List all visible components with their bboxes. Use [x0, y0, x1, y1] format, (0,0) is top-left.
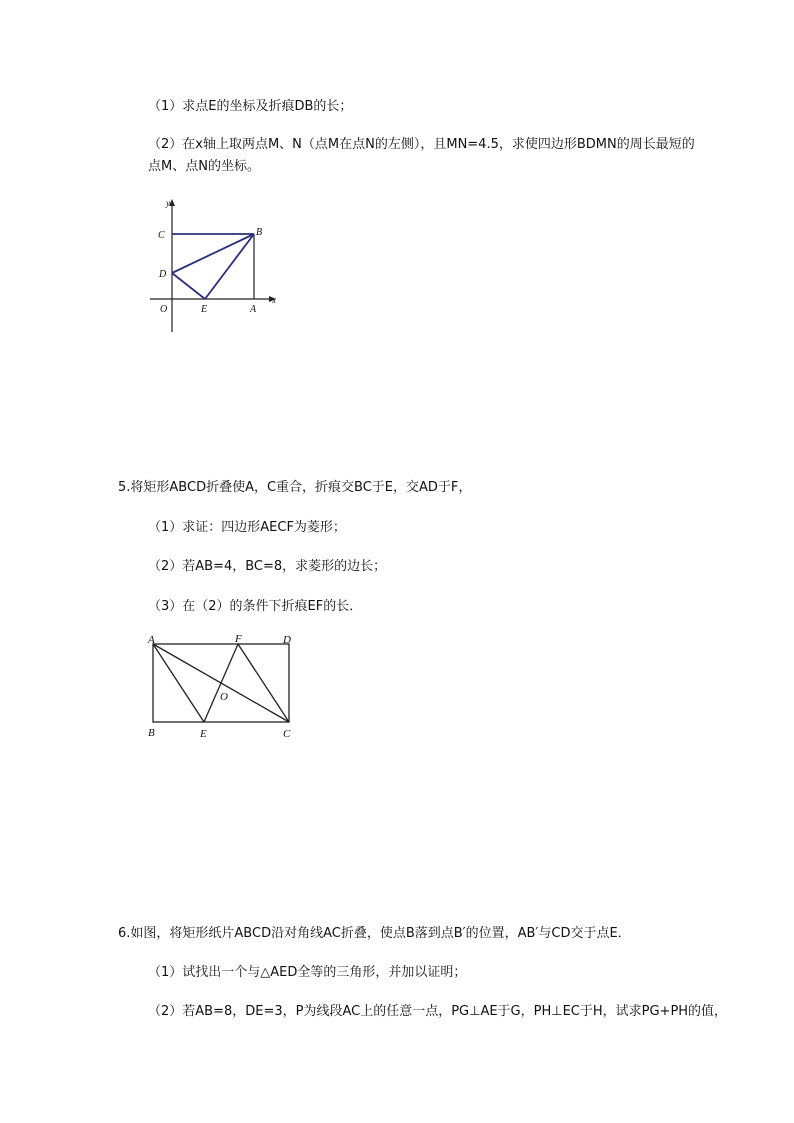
q4-label-y: y — [166, 198, 170, 208]
q4-segment-db — [172, 234, 254, 273]
q4-label-a: A — [250, 304, 257, 315]
q4-segment-de — [172, 273, 205, 299]
q6-title: 6.如图，将矩形纸片ABCD沿对角线AC折叠，使点B落到点B′的位置，AB′与CD交于点E． — [118, 926, 631, 941]
q5-label-f: F — [235, 633, 242, 645]
q6-part2: （2）若AB=8，DE=3，P为线段AC上的任意一点，PG⊥AE于G，PH⊥EC于H，试求PG+PH的值， — [148, 1004, 728, 1019]
q4-part2-line2: 点M、点N的坐标。 — [148, 159, 260, 174]
q5-segment-fc — [238, 644, 289, 722]
q4-label-c: C — [158, 230, 165, 241]
q4-label-e: E — [201, 304, 208, 315]
q5-part3: （3）在（2）的条件下折痕EF的长． — [148, 599, 363, 614]
q5-part2: （2）若AB=4，BC=8，求菱形的边长； — [148, 559, 387, 574]
q5-label-o: O — [220, 691, 228, 703]
q5-label-e: E — [200, 728, 207, 740]
q4-label-x: x — [272, 295, 276, 305]
q4-part1: （1）求点E的坐标及折痕DB的长； — [148, 99, 353, 114]
q4-part2-line1: （2）在x轴上取两点M、N（点M在点N的左侧），且MN=4.5，求使四边形BDMN的周长最短的 — [148, 137, 695, 152]
q4-label-d: D — [159, 269, 167, 280]
q5-segment-ae — [153, 644, 204, 722]
q5-part1: （1）求证：四边形AECF为菱形； — [148, 520, 346, 535]
q5-label-d: D — [283, 634, 291, 646]
q5-label-c: C — [283, 728, 291, 740]
q6-part1: （1）试找出一个与△AED全等的三角形，并加以证明； — [148, 965, 467, 980]
q5-label-a: A — [148, 634, 155, 646]
q4-figure — [150, 195, 290, 340]
q5-title: 5.将矩形ABCD折叠使A，C重合，折痕交BC于E，交AD于F， — [118, 480, 472, 495]
q5-segment-ef — [204, 644, 238, 722]
q4-label-o: O — [160, 304, 168, 315]
q4-label-b: B — [256, 227, 263, 238]
q4-segment-eb — [205, 234, 254, 299]
q5-figure — [140, 632, 300, 744]
q5-label-b: B — [148, 727, 155, 739]
